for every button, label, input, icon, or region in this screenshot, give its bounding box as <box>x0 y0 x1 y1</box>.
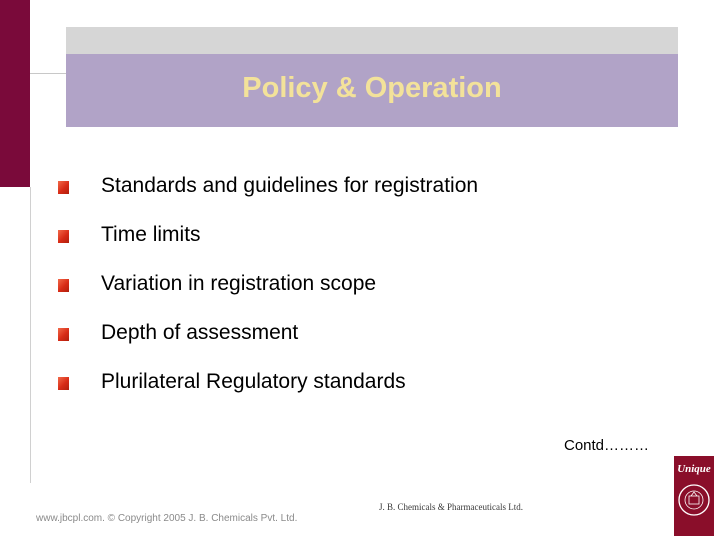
bullet-square-icon <box>58 230 69 243</box>
bullet-square-icon <box>58 328 69 341</box>
left-accent-bar <box>0 0 30 187</box>
header-divider-line <box>30 73 68 74</box>
footer-copyright: www.jbcpl.com. © Copyright 2005 J. B. Chemicals Pvt. Ltd. <box>36 513 298 524</box>
unique-logo <box>674 456 714 536</box>
bullet-text: Variation in registration scope <box>101 272 377 295</box>
svg-text:Unique: Unique <box>677 463 711 475</box>
slide-title: Policy & Operation <box>242 72 502 104</box>
bullet-text: Standards and guidelines for registration <box>101 174 479 197</box>
bullet-text: Time limits <box>101 223 201 246</box>
bullet-square-icon <box>58 279 69 292</box>
left-divider-line <box>30 187 31 483</box>
footer-company-name: J. B. Chemicals & Pharmaceuticals Ltd. <box>379 502 523 512</box>
continued-label: Contd……… <box>564 437 650 454</box>
bullet-text: Depth of assessment <box>101 321 299 344</box>
bullet-square-icon <box>58 377 69 390</box>
title-top-strip <box>66 27 678 54</box>
bullet-text: Plurilateral Regulatory standards <box>101 370 406 393</box>
bullet-square-icon <box>58 181 69 194</box>
